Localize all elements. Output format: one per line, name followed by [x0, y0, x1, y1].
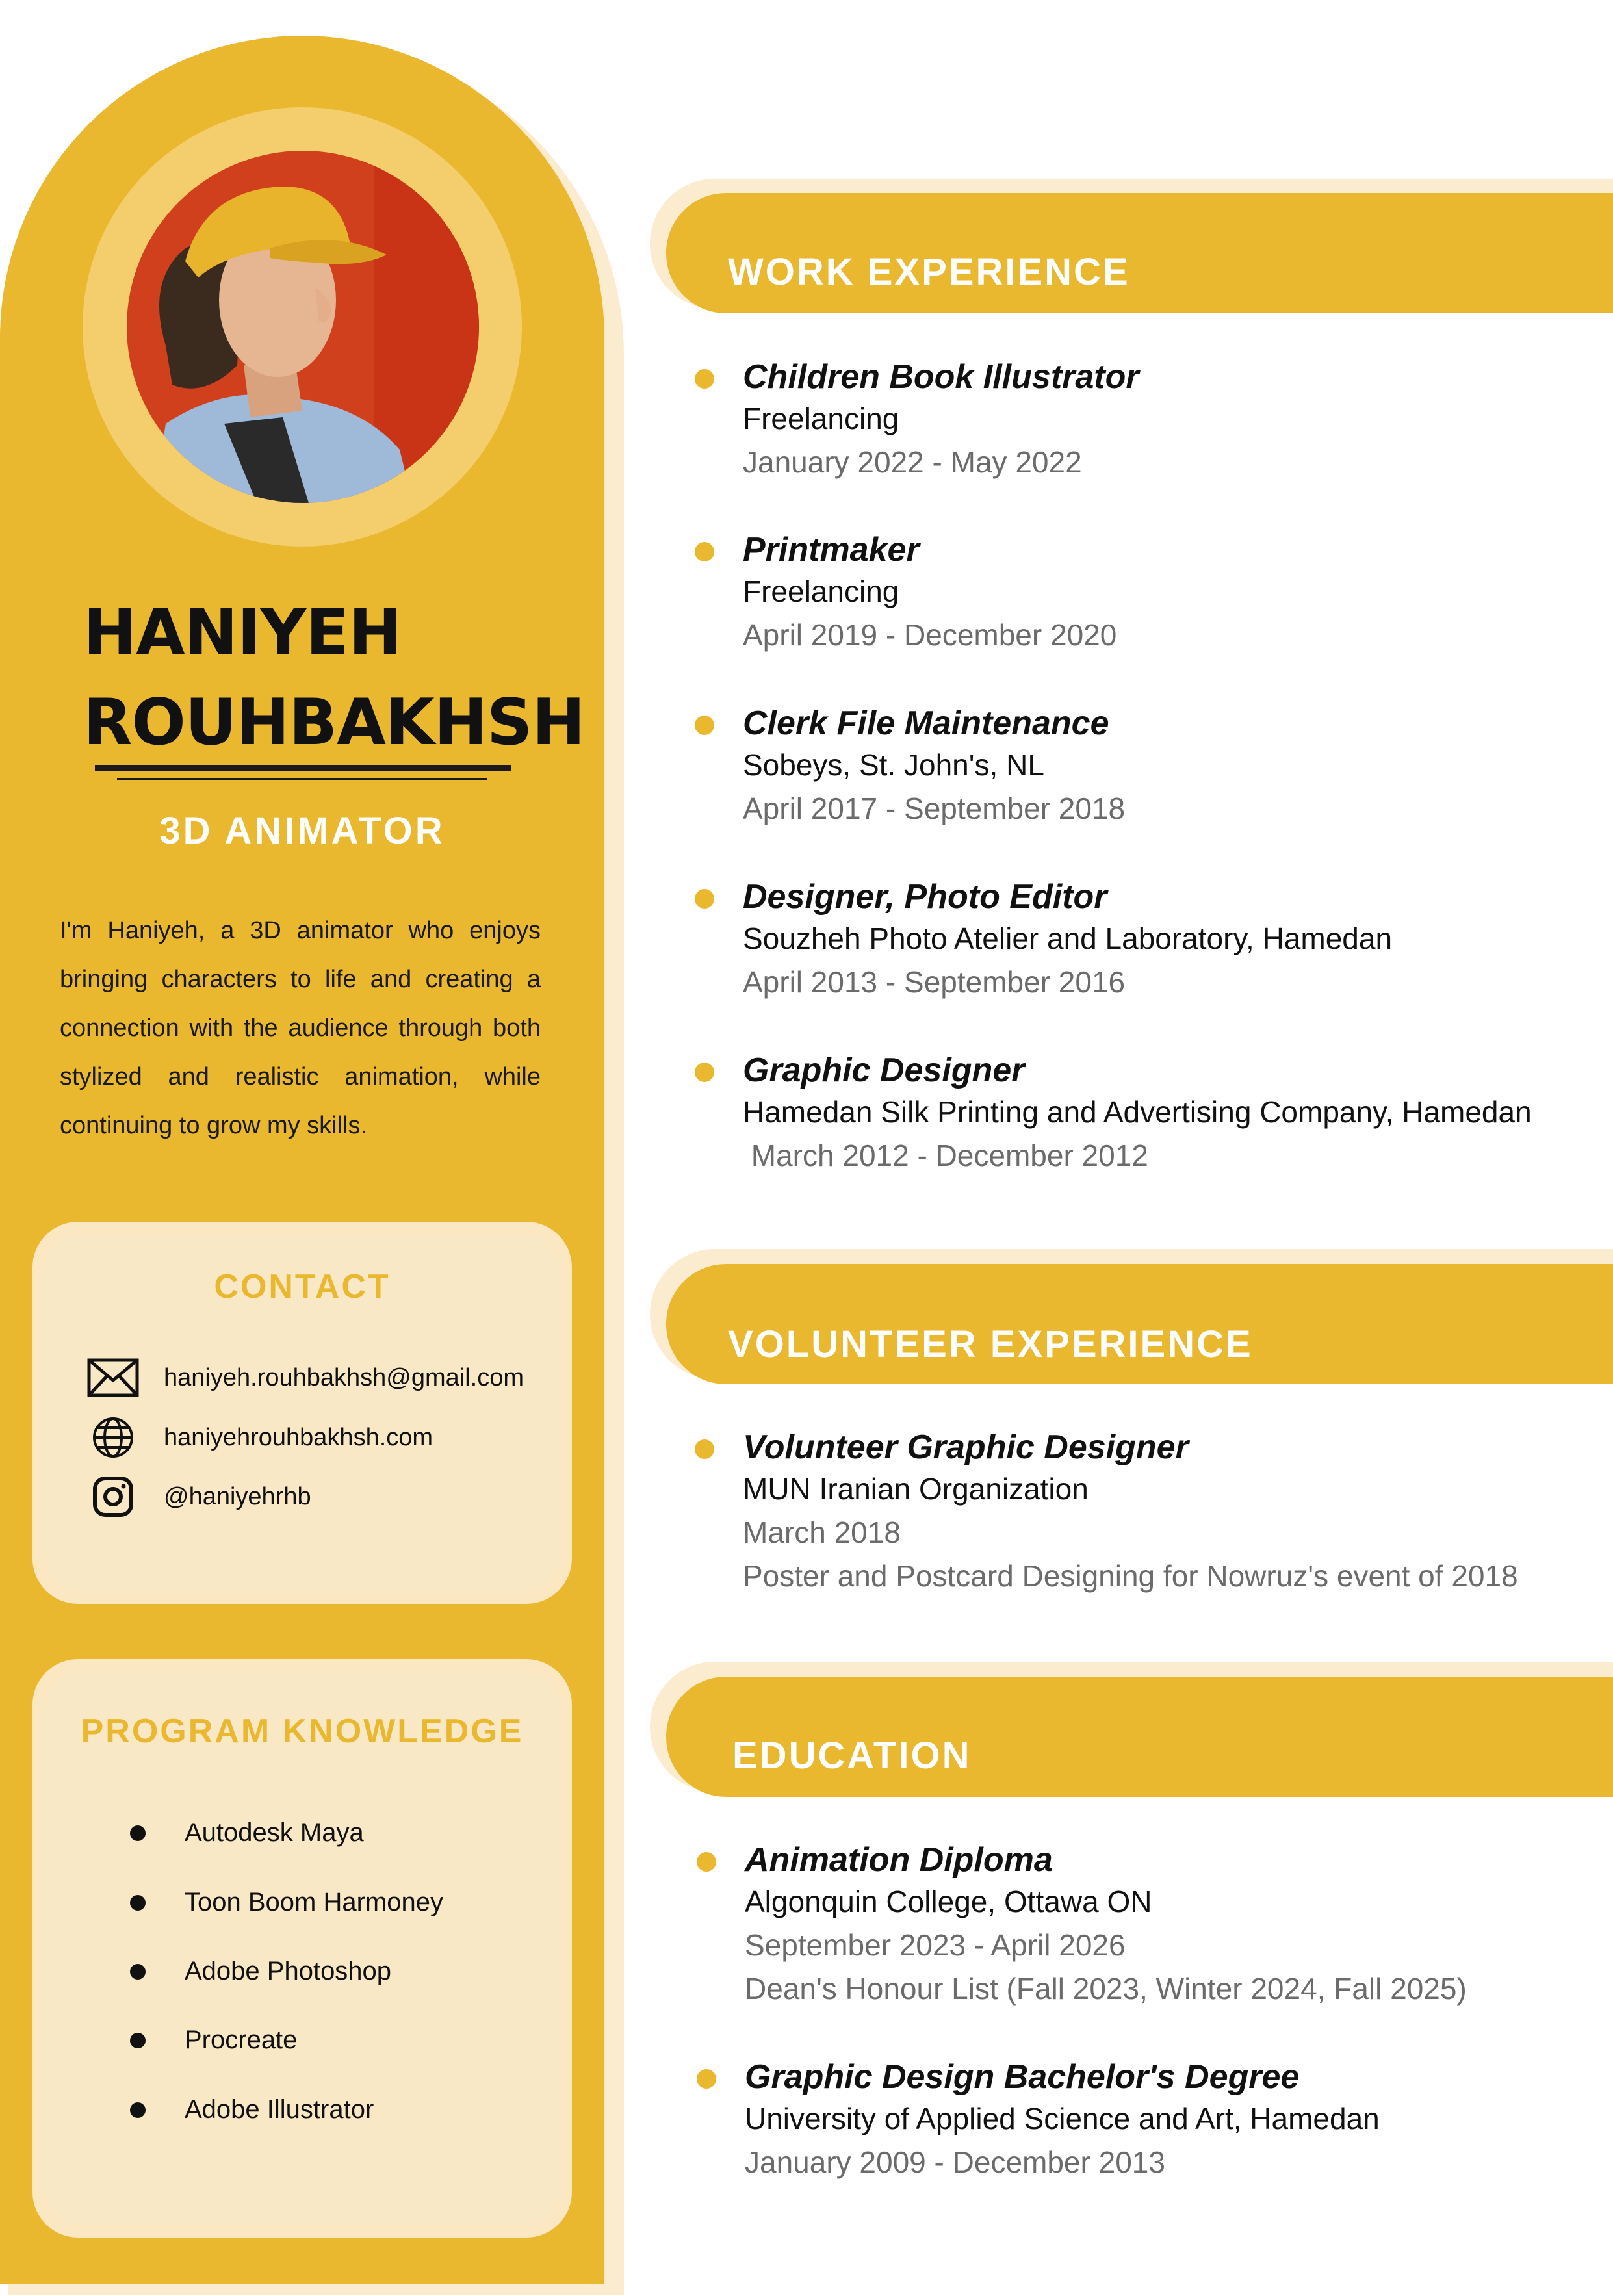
- contact-website[interactable]: [86, 1415, 433, 1460]
- bullet-icon: [695, 1063, 714, 1082]
- name-underline: [95, 765, 511, 771]
- program-item: Toon Boom Harmoney: [130, 1888, 443, 1917]
- bullet-icon: [697, 2069, 716, 2089]
- entry-title: Graphic Design Bachelor's Degree: [745, 2058, 1300, 2096]
- entry-dates: March 2012 - December 2012: [743, 1139, 1148, 1172]
- education-section-title: EDUCATION: [732, 1735, 972, 1777]
- entry-org: Hamedan Silk Printing and Advertising Company, Hamedan: [743, 1095, 1532, 1129]
- entry-title: Printmaker: [743, 531, 920, 569]
- name-underline-thin: [117, 778, 487, 780]
- contact-email[interactable]: [86, 1355, 524, 1400]
- entry-title: Graphic Designer: [743, 1051, 1025, 1089]
- entry-org: Freelancing: [743, 574, 899, 608]
- bullet-icon: [130, 2102, 146, 2118]
- entry-org: University of Applied Science and Art, Hamedan: [745, 2102, 1380, 2135]
- bio-text: I'm Haniyeh, a 3D animator who enjoys bringing characters to life and creating a connection with the audience through both stylized and realistic animation, while continuing to grow my skills.: [60, 917, 541, 1139]
- programs-card: [45, 1672, 559, 2225]
- programs-title: PROGRAM KNOWLEDGE: [81, 1712, 524, 1750]
- bullet-icon: [130, 1895, 146, 1911]
- job-title: 3D ANIMATOR: [159, 810, 445, 852]
- program-item: Adobe Photoshop: [130, 1957, 391, 1986]
- first-name: HANIYEH: [83, 596, 402, 670]
- bullet-icon: [130, 2033, 146, 2048]
- bullet-icon: [695, 542, 714, 561]
- entry-title: Volunteer Graphic Designer: [743, 1428, 1189, 1466]
- instagram-handle: @haniyehrhb: [164, 1482, 311, 1510]
- avatar: [127, 151, 479, 503]
- entry-note: Poster and Postcard Designing for Nowruz's event of 2018: [743, 1559, 1518, 1593]
- globe-icon: [86, 1415, 140, 1460]
- bullet-icon: [695, 716, 714, 735]
- bullet-icon: [695, 1439, 714, 1459]
- full-name: [83, 588, 584, 767]
- email-text: haniyeh.rouhbakhsh@gmail.com: [164, 1363, 524, 1391]
- entry-org: Algonquin College, Ottawa ON: [745, 1885, 1152, 1918]
- website-text: haniyehrouhbakhsh.com: [164, 1423, 433, 1451]
- entry-dates: March 2018: [743, 1516, 901, 1549]
- entry-org: MUN Iranian Organization: [743, 1472, 1089, 1506]
- bullet-icon: [697, 1852, 716, 1872]
- entry-org: Sobeys, St. John's, NL: [743, 748, 1044, 782]
- envelope-icon: [86, 1355, 140, 1400]
- work-section-title: WORK EXPERIENCE: [728, 251, 1130, 293]
- volunteer-section-title: VOLUNTEER EXPERIENCE: [728, 1323, 1253, 1365]
- entry-dates: January 2009 - December 2013: [745, 2145, 1165, 2179]
- entry-dates: April 2013 - September 2016: [743, 965, 1126, 999]
- entry-dates: April 2019 - December 2020: [743, 618, 1117, 652]
- entry-org: Souzheh Photo Atelier and Laboratory, Hamedan: [743, 922, 1393, 955]
- contact-instagram[interactable]: [86, 1474, 311, 1519]
- program-item: Adobe Illustrator: [130, 2095, 374, 2124]
- bullet-icon: [130, 1964, 146, 1980]
- bullet-icon: [695, 369, 714, 389]
- entry-title: Children Book Illustrator: [743, 358, 1139, 396]
- profile-photo: [127, 151, 479, 503]
- instagram-icon: [86, 1474, 140, 1519]
- last-name: ROUHBAKHSH: [83, 686, 585, 760]
- program-item: Procreate: [130, 2026, 297, 2055]
- bullet-icon: [695, 889, 714, 909]
- entry-title: Designer, Photo Editor: [743, 878, 1107, 916]
- entry-org: Freelancing: [743, 402, 899, 435]
- entry-title: Clerk File Maintenance: [743, 704, 1109, 742]
- entry-dates: September 2023 - April 2026: [745, 1928, 1126, 1962]
- entry-note: Dean's Honour List (Fall 2023, Winter 2024, Fall 2025): [745, 1972, 1467, 2006]
- contact-title: CONTACT: [214, 1268, 391, 1306]
- program-item: Autodesk Maya: [130, 1818, 364, 1848]
- bullet-icon: [130, 1825, 146, 1841]
- entry-title: Animation Diploma: [745, 1841, 1053, 1879]
- entry-dates: April 2017 - September 2018: [743, 792, 1126, 825]
- entry-dates: January 2022 - May 2022: [743, 445, 1082, 479]
